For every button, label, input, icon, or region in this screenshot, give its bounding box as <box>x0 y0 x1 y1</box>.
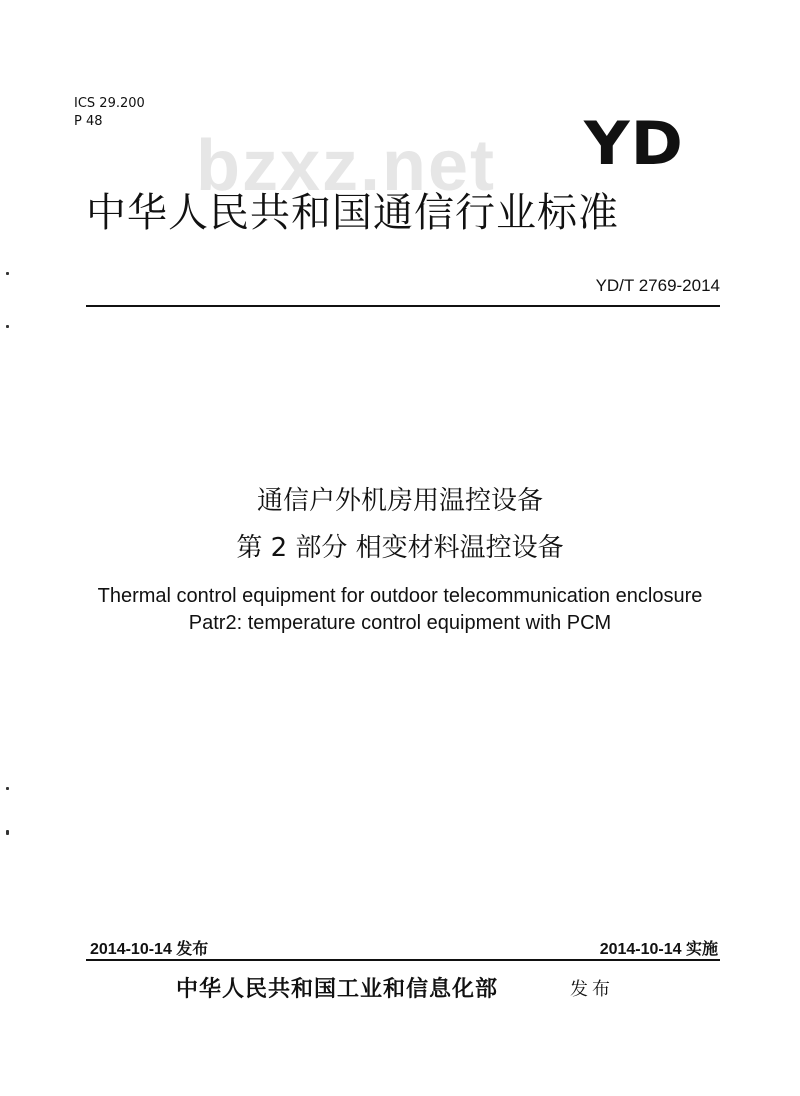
org-title: 中华人民共和国通信行业标准 <box>86 190 619 236</box>
ics-code: ICS 29.200 <box>74 96 145 111</box>
yd-logo: YD <box>584 109 685 179</box>
issuer-action: 发布 <box>570 979 614 1000</box>
bottom-divider <box>86 959 720 961</box>
title-en-line1: Thermal control equipment for outdoor telecommunication enclosure <box>97 585 703 607</box>
issuer: 中华人民共和国工业和信息化部 <box>176 977 499 1002</box>
scan-speck <box>6 787 9 790</box>
title-cn-line2: 第 2 部分 相变材料温控设备 <box>236 533 564 563</box>
classification-code: P 48 <box>74 114 103 129</box>
watermark: bzxz.net <box>196 126 497 206</box>
title-cn-line1: 通信户外机房用温控设备 <box>256 486 543 516</box>
standard-number: YD/T 2769-2014 <box>595 276 720 295</box>
scan-speck <box>6 272 9 275</box>
scan-speck <box>6 325 9 328</box>
issue-date: 2014-10-14 发布 <box>90 941 209 958</box>
implementation-date: 2014-10-14 实施 <box>599 941 718 958</box>
title-en-line2: Patr2: temperature control equipment with PCM <box>188 612 612 634</box>
top-divider <box>86 305 720 307</box>
scan-speck <box>6 830 9 835</box>
